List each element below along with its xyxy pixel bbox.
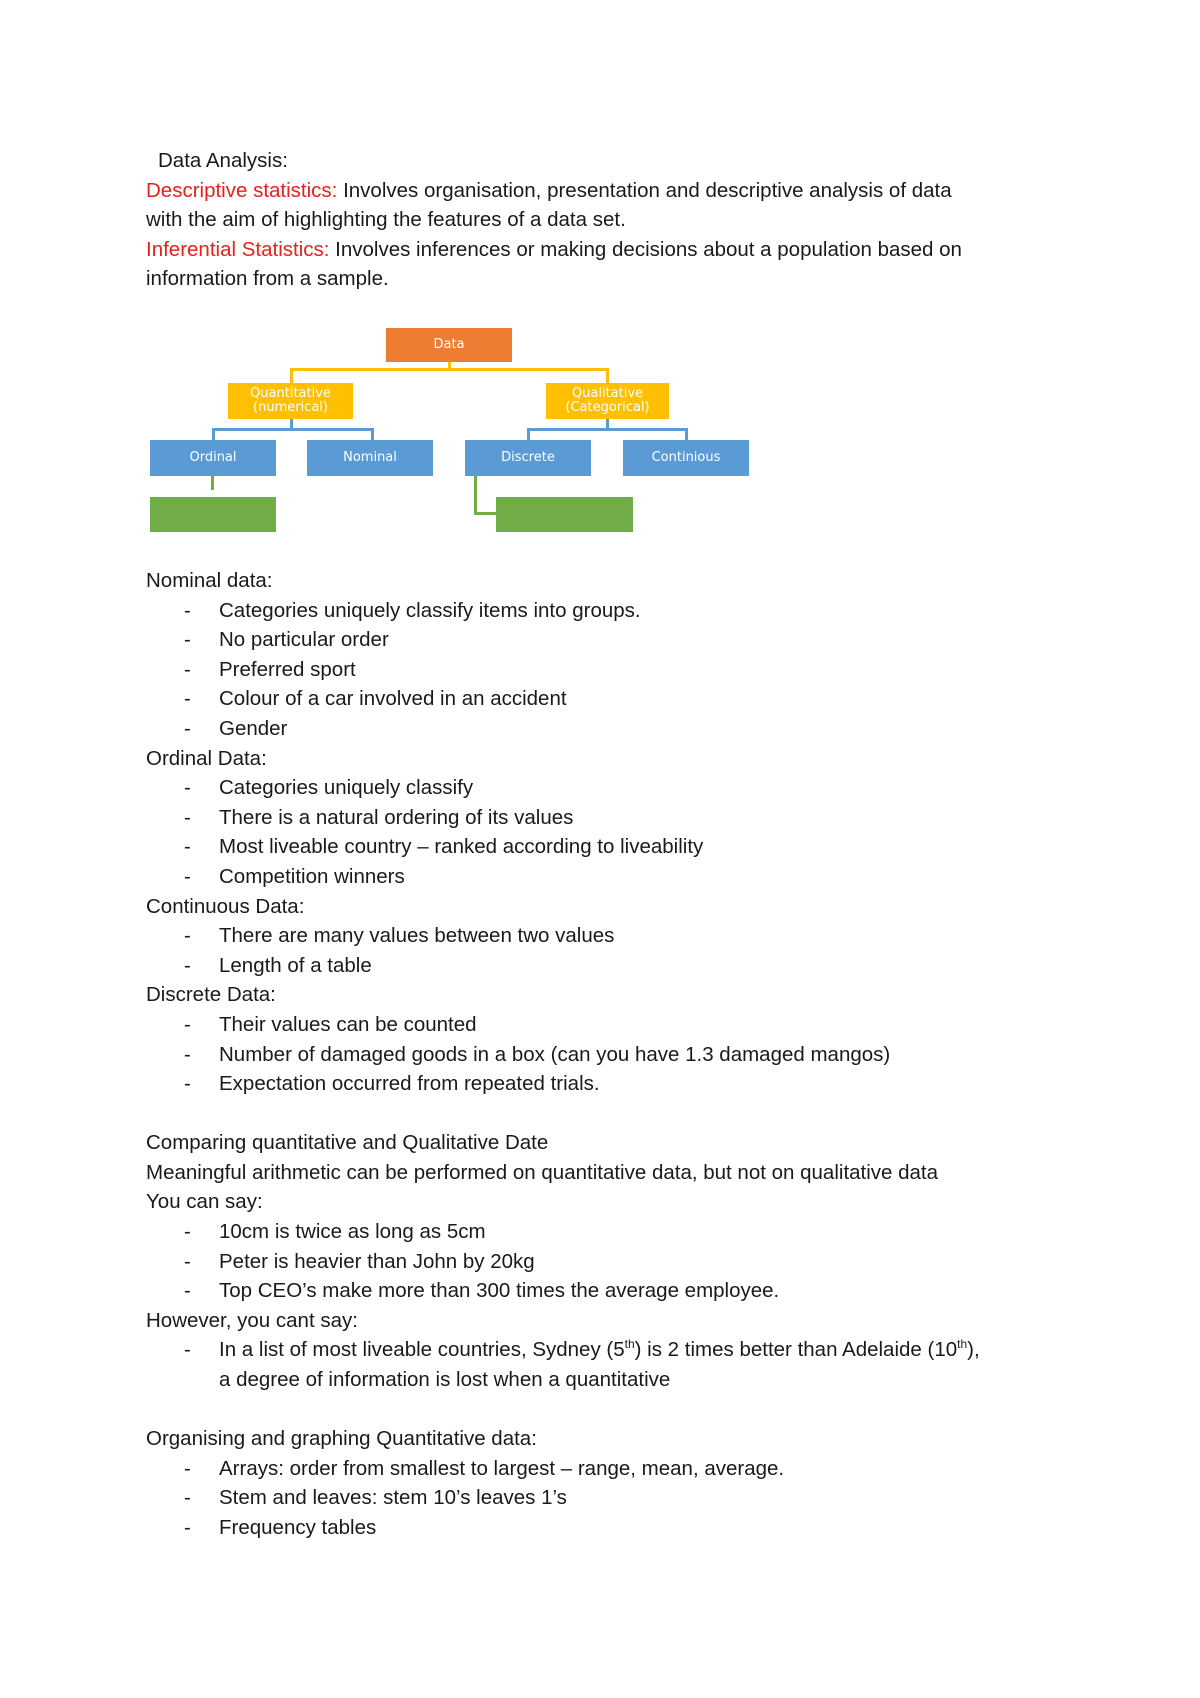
list-item: - Top CEO’s make more than 300 times the average employee. xyxy=(184,1279,780,1303)
definition-descriptive: Descriptive statistics: Involves organisation, presentation and descriptive analysis of data xyxy=(146,178,952,202)
connector xyxy=(212,428,374,431)
diagram-node-continious: Continious xyxy=(623,440,749,476)
list-item: - In a list of most liveable countries, Sydney (5th) is 2 times better than Adelaide (10th), xyxy=(184,1337,980,1362)
diagram-node-nominal: Nominal xyxy=(307,440,433,476)
definition-inferential-cont: information from a sample. xyxy=(146,267,389,291)
connector xyxy=(371,428,374,440)
data-types-diagram xyxy=(0,0,1200,560)
list-item: - Most liveable country – ranked according to liveability xyxy=(184,835,704,859)
connector xyxy=(527,428,530,440)
list-item: - Stem and leaves: stem 10’s leaves 1’s xyxy=(184,1486,567,1510)
term-descriptive: Descriptive statistics: xyxy=(146,178,338,202)
list-item: - Their values can be counted xyxy=(184,1012,477,1036)
diagram-node-discrete: Discrete xyxy=(465,440,591,476)
list-item: - There are many values between two values xyxy=(184,924,615,948)
section-title: Discrete Data: xyxy=(146,983,276,1007)
connector xyxy=(212,428,215,440)
list-item: - Peter is heavier than John by 20kg xyxy=(184,1249,535,1273)
connector xyxy=(685,428,688,440)
notes-block xyxy=(146,566,1066,1543)
list-item: - There is a natural ordering of its values xyxy=(184,805,574,829)
connector xyxy=(606,368,609,383)
section-title: Continuous Data: xyxy=(146,894,305,918)
list-item: - Number of damaged goods in a box (can you have 1.3 damaged mangos) xyxy=(184,1042,891,1066)
list-item: - No particular order xyxy=(184,628,389,652)
section-title: Nominal data: xyxy=(146,569,273,592)
organising-title: Organising and graphing Quantitative data: xyxy=(146,1427,537,1451)
cant-say-label: However, you cant say: xyxy=(146,1308,358,1332)
list-item: - Categories uniquely classify xyxy=(184,776,474,800)
section-title: Ordinal Data: xyxy=(146,746,267,770)
list-item: - Competition winners xyxy=(184,864,405,888)
definition-inferential: Inferential Statistics: Involves inferences or making decisions about a population based on xyxy=(146,237,962,261)
connector xyxy=(474,512,496,515)
list-item-continuation: a degree of information is lost when a quantitative xyxy=(219,1368,671,1392)
term-inferential: Inferential Statistics: xyxy=(146,237,330,261)
list-item: - Gender xyxy=(184,716,288,740)
diagram-node-ordinal: Ordinal xyxy=(150,440,276,476)
diagram-node-quantitative: Quantitative (numerical) xyxy=(228,383,353,419)
diagram-node-empty-left xyxy=(150,497,276,532)
connector xyxy=(290,368,608,371)
list-item: - Categories uniquely classify items into groups. xyxy=(184,598,641,622)
can-say-label: You can say: xyxy=(146,1190,263,1214)
connector xyxy=(527,428,688,431)
connector xyxy=(290,368,293,383)
definition-descriptive-cont: with the aim of highlighting the features of a data set. xyxy=(146,208,626,232)
connector xyxy=(474,476,477,514)
connector xyxy=(211,476,214,490)
diagram-node-qualitative: Qualitative (Categorical) xyxy=(546,383,669,419)
list-item: - Length of a table xyxy=(184,953,372,977)
list-item: - Preferred sport xyxy=(184,657,356,681)
comparing-title: Comparing quantitative and Qualitative Date xyxy=(146,1131,549,1155)
page-heading: Data Analysis: xyxy=(158,149,288,172)
list-item: - Arrays: order from smallest to largest – range, mean, average. xyxy=(184,1456,785,1480)
diagram-node-data: Data xyxy=(386,328,512,362)
list-item: - Expectation occurred from repeated trials. xyxy=(184,1072,600,1096)
diagram-node-empty-right xyxy=(496,497,633,532)
comparing-statement: Meaningful arithmetic can be performed on quantitative data, but not on qualitative data xyxy=(146,1160,939,1184)
list-item: - Colour of a car involved in an accident xyxy=(184,687,567,711)
list-item: - 10cm is twice as long as 5cm xyxy=(184,1220,486,1244)
list-item: - Frequency tables xyxy=(184,1516,377,1539)
